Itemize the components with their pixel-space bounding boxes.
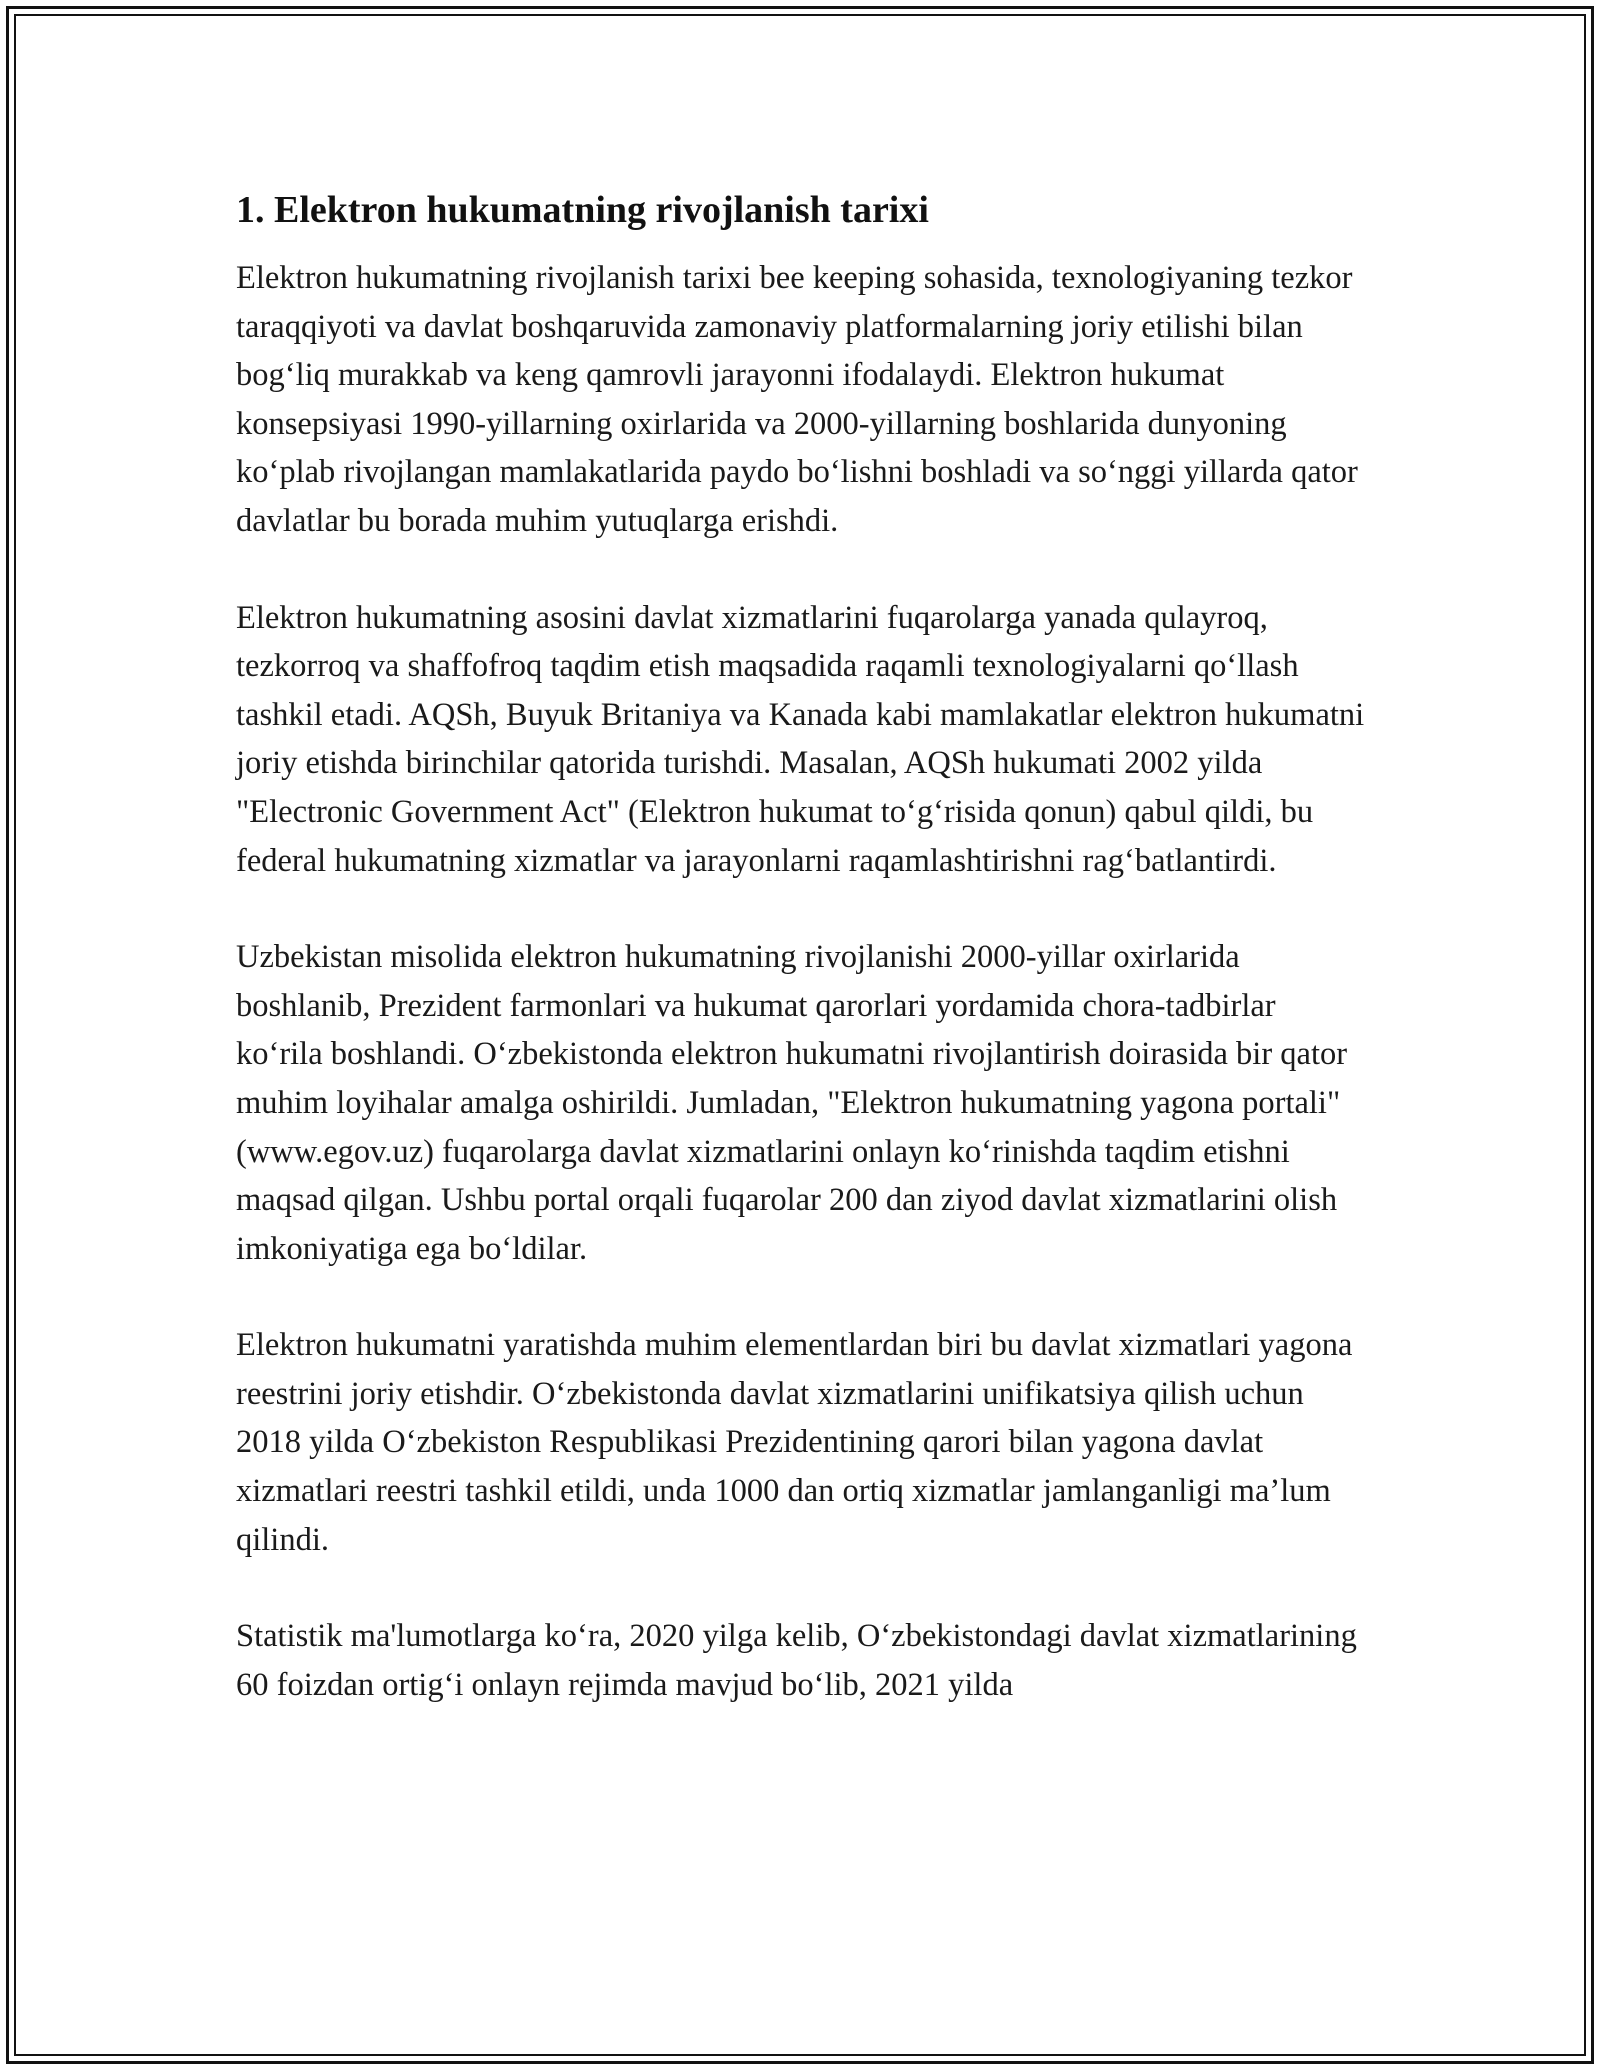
- document-body: [236, 186, 1366, 1757]
- section-title: 1. Elektron hukumatning rivojlanish tarixi: [236, 189, 929, 231]
- paragraph-3: Uzbekistan misolida elektron hukumatning rivojlanishi 2000-yillar oxirlarida boshlanib, Prezident farmonlari va hukumat qarorlari yordamida chora-tadbirlar ko‘rila boshlandi. O‘zbekistonda elektron hukumatni rivojlantirish doirasida bir qator muhim loyihalar amalga oshirildi. Jumladan, "Elektron hukumatning yagona portali" (www.egov.uz) fuqarolarga davlat xizmatlarini onlayn ko‘rinishda taqdim etishni maqsad qilgan. Ushbu portal orqali fuqarolar 200 dan ziyod davlat xizmatlarini olish imkoniyatiga ega bo‘ldilar.: [236, 939, 1348, 1267]
- paragraph-4: Elektron hukumatni yaratishda muhim elementlardan biri bu davlat xizmatlari yagona reestrini joriy etishdir. O‘zbekistonda davlat xizmatlarini unifikatsiya qilish uchun 2018 yilda O‘zbekiston Respublikasi Prezidentining qarori bilan yagona davlat xizmatlari reestri tashkil etildi, unda 1000 dan ortiq xizmatlar jamlanganligi ma’lum qilindi.: [236, 1327, 1353, 1558]
- paragraph-1: Elektron hukumatning rivojlanish tarixi bee keeping sohasida, texnologiyaning tezkor taraqqiyoti va davlat boshqaruvida zamonaviy platformalarning joriy etilishi bilan bog‘liq murakkab va keng qamrovli jarayonni ifodalaydi. Elektron hukumat konsepsiyasi 1990-yillarning oxirlarida va 2000-yillarning boshlarida dunyoning ko‘plab rivojlangan mamlakatlarida paydo bo‘lishni boshladi va so‘nggi yillarda qator davlatlar bu borada muhim yutuqlarga erishdi.: [236, 260, 1358, 539]
- paragraph-2: Elektron hukumatning asosini davlat xizmatlarini fuqarolarga yanada qulayroq, tezkorroq va shaffofroq taqdim etish maqsadida raqamli texnologiyalarni qo‘llash tashkil etadi. AQSh, Buyuk Britaniya va Kanada kabi mamlakatlar elektron hukumatni joriy etishda birinchilar qatorida turishdi. Masalan, AQSh hukumati 2002 yilda "Electronic Government Act" (Elektron hukumat to‘g‘risida qonun) qabul qildi, bu federal hukumatning xizmatlar va jarayonlarni raqamlashtirishni rag‘batlantirdi.: [236, 599, 1365, 879]
- paragraph-5: Statistik ma'lumotlarga ko‘ra, 2020 yilga kelib, O‘zbekistondagi davlat xizmatlarining 60 foizdan ortig‘i onlayn rejimda mavjud bo‘lib, 2021 yilda: [236, 1618, 1357, 1703]
